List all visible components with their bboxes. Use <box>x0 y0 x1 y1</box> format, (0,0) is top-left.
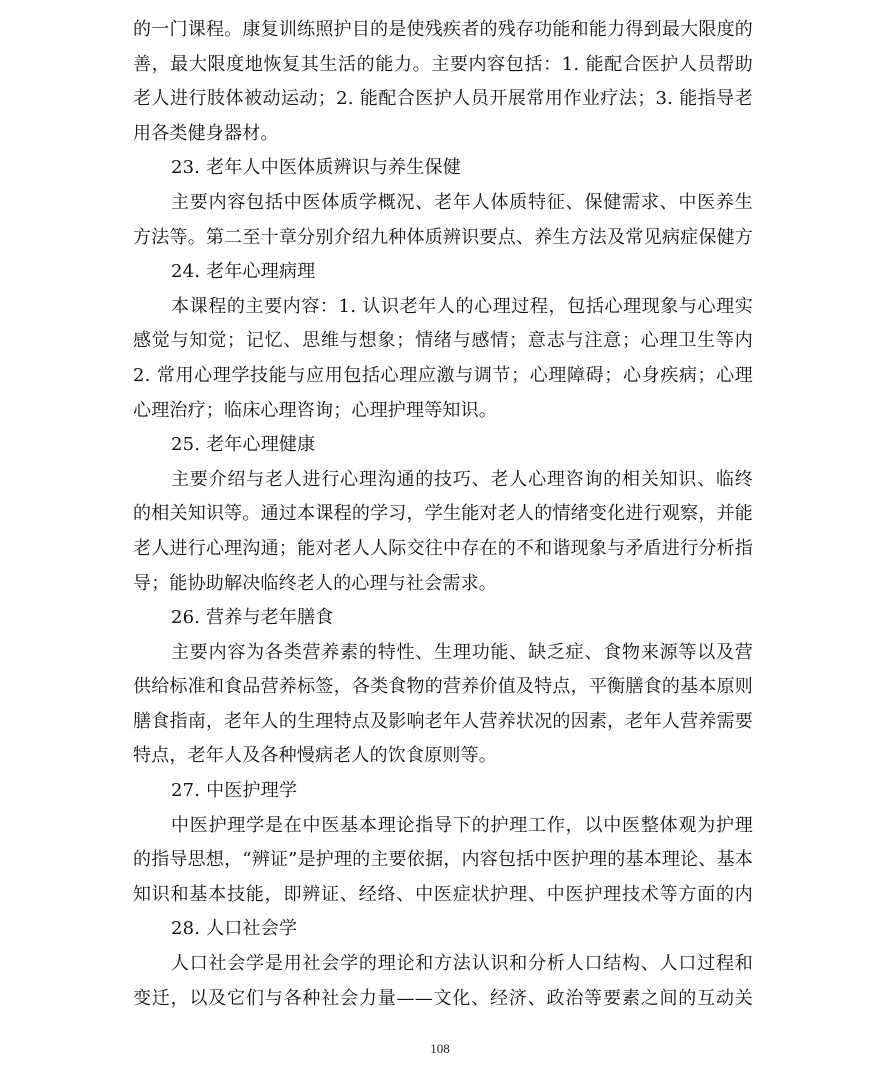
section-heading-23: 23. 老年人中医体质辨识与养生保健 <box>171 157 461 179</box>
body-line: 的指导思想，“辨证”是护理的主要依据，内容包括中医护理的基本理论、基本 <box>133 849 753 871</box>
body-line: 本课程的主要内容：1. 认识老年人的心理过程，包括心理现象与心理实 <box>171 295 753 317</box>
section-heading-28: 28. 人口社会学 <box>171 918 298 940</box>
body-line: 变迁，以及它们与各种社会力量——文化、经济、政治等要素之间的互动关 <box>133 987 753 1009</box>
section-heading-24: 24. 老年心理病理 <box>171 261 316 283</box>
body-line: 方法等。第二至十章分别介绍九种体质辨识要点、养生方法及常见病症保健方 <box>133 226 753 248</box>
page-number: 108 <box>430 1041 450 1056</box>
body-line: 心理治疗；临床心理咨询；心理护理等知识。 <box>133 399 497 421</box>
body-line: 善，最大限度地恢复其生活的能力。主要内容包括：1. 能配合医护人员帮助 <box>133 53 753 75</box>
body-line: 老人进行肢体被动运动；2. 能配合医护人员开展常用作业疗法；3. 能指导老 <box>133 88 753 110</box>
body-line: 的一门课程。康复训练照护目的是使残疾者的残存功能和能力得到最大限度的 <box>133 19 753 40</box>
body-line: 的相关知识等。通过本课程的学习，学生能对老人的情绪变化进行观察，并能 <box>133 503 753 525</box>
body-line: 主要介绍与老人进行心理沟通的技巧、老人心理咨询的相关知识、临终 <box>171 468 753 490</box>
body-line: 导；能协助解决临终老人的心理与社会需求。 <box>133 572 497 594</box>
body-line: 主要内容包括中医体质学概况、老年人体质特征、保健需求、中医养生 <box>171 191 753 213</box>
body-line: 人口社会学是用社会学的理论和方法认识和分析人口结构、人口过程和 <box>171 953 753 975</box>
body-line: 主要内容为各类营养素的特性、生理功能、缺乏症、食物来源等以及营 <box>171 641 753 663</box>
body-line: 2. 常用心理学技能与应用包括心理应激与调节；心理障碍；心身疾病；心理 <box>133 364 753 386</box>
body-line: 用各类健身器材。 <box>133 122 279 144</box>
section-heading-27: 27. 中医护理学 <box>171 780 298 802</box>
body-line: 知识和基本技能，即辨证、经络、中医症状护理、中医护理技术等方面的内 <box>133 883 753 905</box>
body-line: 中医护理学是在中医基本理论指导下的护理工作，以中医整体观为护理 <box>171 814 753 836</box>
body-line: 老人进行心理沟通；能对老人人际交往中存在的不和谐现象与矛盾进行分析指 <box>133 537 753 559</box>
body-line: 感觉与知觉；记忆、思维与想象；情绪与感情；意志与注意；心理卫生等内 <box>133 330 753 352</box>
body-line: 膳食指南，老年人的生理特点及影响老年人营养状况的因素，老年人营养需要 <box>133 710 753 732</box>
body-line: 供给标准和食品营养标签，各类食物的营养价值及特点，平衡膳食的基本原则 <box>133 676 753 698</box>
page-body <box>133 13 753 1016</box>
section-heading-26: 26. 营养与老年膳食 <box>171 607 334 629</box>
body-line: 特点，老年人及各种慢病老人的饮食原则等。 <box>133 745 497 767</box>
section-heading-25: 25. 老年心理健康 <box>171 434 316 456</box>
